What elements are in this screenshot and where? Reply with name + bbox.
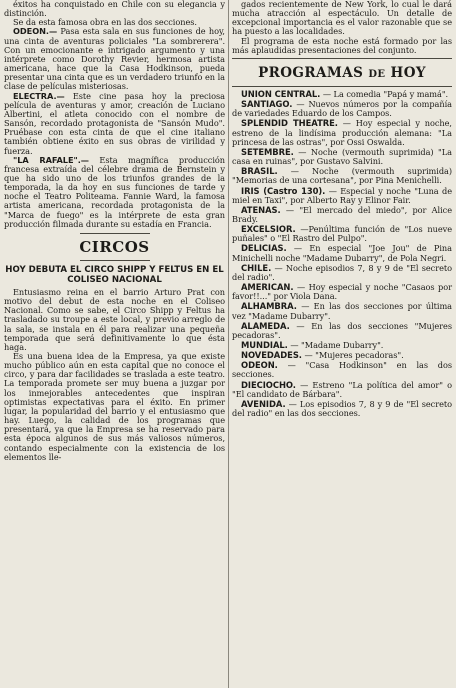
program-entry [232, 187, 452, 205]
program-details: — "Madame Dubarry". [287, 340, 384, 350]
program-venue: DIECIOCHO. [241, 379, 296, 390]
program-venue: AMERICAN. [241, 282, 294, 293]
program-venue: IRIS (Castro 130). [241, 185, 326, 196]
program-entry-text [232, 119, 452, 146]
program-entry [232, 381, 452, 399]
paragraph-text: éxitos ha conquistado en Chile con su elegancia y distinción. [4, 0, 225, 19]
program-entry [232, 341, 452, 350]
program-details: — Noche episodios 7, 8 y 9 de "El secreto del radio". [232, 262, 452, 282]
program-details: — En las dos secciones por última vez "Madame Dubarry". [232, 301, 452, 321]
right-column [232, 0, 452, 419]
article-paragraph [4, 352, 225, 462]
program-venue: BRASIL. [241, 166, 278, 177]
program-entry-text [232, 400, 452, 418]
program-entry-text [232, 90, 452, 99]
paragraph-lead: "LA RAFALE".— [13, 154, 89, 165]
program-details: — Hoy especial y noche "Casaos por favor!!..." por Viola Dana. [232, 282, 452, 302]
program-details: —Penúltima función de "Los nueve puñales" o "El Rastro del Pulpo". [232, 224, 452, 244]
program-entry-text [232, 264, 452, 282]
article-paragraph [4, 156, 225, 229]
section-divider [232, 58, 452, 59]
program-details: — Los episodios 7, 8 y 9 de "El secreto del radio" en las dos secciones. [232, 398, 452, 419]
program-details: — En especial "Joe Jou" de Pina Minichelli noche "Madame Dubarry", de Pola Negri. [232, 243, 452, 263]
program-details: — "Mujeres pecadoras". [301, 350, 404, 361]
paragraph-text: El programa de esta noche está formado por las más aplaudidas presentaciones del conjunto. [232, 35, 452, 55]
program-venue: ATENAS. [241, 204, 281, 215]
program-entry [232, 361, 452, 379]
programas-list [232, 90, 452, 418]
section-divider [232, 86, 452, 87]
program-details: — Estreno "La política del amor" o "El candidato de Bárbara". [232, 379, 452, 399]
paragraph-text: Se da esta famosa obra en las dos secciones. [13, 17, 197, 28]
program-entry [232, 322, 452, 340]
program-venue: EXCELSIOR. [241, 224, 296, 235]
program-entry [232, 244, 452, 262]
article-paragraph [232, 0, 452, 37]
programas-title-de: DE [368, 68, 386, 80]
program-entry [232, 206, 452, 224]
program-venue: ALAMEDA. [241, 320, 290, 331]
program-entry-text [232, 381, 452, 399]
paragraph-text: gados recientemente de New York, lo cual le dará mucha atracción al espectáculo. Un detalle de excepcional importancia es el valor razonable que se ha puesto a las localidades. [232, 0, 452, 37]
left-column [4, 0, 225, 462]
program-entry-text [232, 225, 452, 243]
program-venue: CHILE. [241, 262, 272, 273]
article-paragraph [4, 0, 225, 18]
circos-title: CIRCOS [79, 237, 150, 256]
paragraph-lead: ODEON.— [13, 26, 58, 37]
program-entry-text [232, 187, 452, 205]
program-entry-text [232, 361, 452, 379]
program-venue: AVENIDA. [241, 398, 286, 409]
program-venue: SANTIAGO. [241, 99, 293, 110]
program-entry [232, 400, 452, 418]
program-venue: SETEMBRE. [241, 146, 294, 157]
program-entry [232, 148, 452, 166]
program-venue: DELICIAS. [241, 243, 287, 254]
paragraph-text: Esta magnífica producción francesa extraída del célebre drama de Bernstein y que ha sido uno de los triunfos grandes de la temporada, la da hoy en sus funciones de tarde y noche el Teatro Politeama. Fannie Ward, la famosa artista americana, recordada protagonista de la "Marca de fuego" es la intérprete de esta gran producción filmada durante su estadía en Francia. [4, 154, 226, 229]
program-venue: MUNDIAL. [241, 340, 288, 350]
program-entry-text [232, 148, 452, 166]
program-venue: ALHAMBRA. [241, 301, 297, 312]
paragraph-text: Este cine pasa hoy la preciosa película de aventuras y amor, creación de Luciano Albertini, el atleta conocido con el nombre de Sansón, recordado protagonista de "Sansón Mudo". Pruébase con esta cinta de que el cine italiano también obtiene éxito en sus obras de virilidad y fuerza. [4, 90, 225, 156]
programas-title-word: PROGRAMAS [258, 64, 364, 81]
program-entry-text [232, 322, 452, 340]
right-top-paragraphs [232, 0, 452, 55]
program-venue: UNION CENTRAL. [241, 88, 321, 99]
circos-paragraphs [4, 288, 225, 462]
program-details: — "Casa Hodkinson" en las dos secciones. [232, 360, 452, 380]
program-entry [232, 283, 452, 301]
paragraph-text: Pasa esta sala en sus funciones de hoy, una cinta de aventuras policiales "La sombrerera". Con un emocionante e intrigado argumento y una intérprete como Dorothy Revier, hermosa artista americana, hace que la Casa Hodkinson, pueda presentar una cinta que es un verdadero triunfo en la clase de películas misteriosas. [4, 26, 225, 92]
program-entry-text [232, 283, 452, 301]
program-entry [232, 225, 452, 243]
program-entry-text [232, 206, 452, 224]
program-details: — Noche (vermouth suprimida) "Memorias de una cortesana", por Pina Menichelli. [232, 166, 452, 186]
program-venue: NOVEDADES. [241, 350, 302, 361]
program-entry-text [232, 167, 452, 185]
program-details: — Noche (vermouth suprimida) "La casa en ruinas", por Gustavo Salvini. [232, 146, 452, 167]
programas-title-hoy: HOY [390, 64, 426, 81]
article-paragraph [4, 92, 225, 156]
program-entry-text [232, 100, 452, 118]
article-paragraph [4, 27, 225, 91]
section-divider [80, 233, 150, 234]
program-entry [232, 302, 452, 320]
program-entry-text [232, 341, 452, 350]
article-paragraph [4, 288, 225, 352]
section-divider [80, 260, 150, 261]
paragraph-text: Es una buena idea de la Empresa, ya que existe mucho público aún en esta capital que no conoce el circo, y para dar facilidades se traslada a este teatro. La temporada promete ser muy buena a juzgar por los inmejorables antecedentes que inspiran optimistas expectativas para el éxito. En primer lugar, la popularidad del barrio y el entusiasmo que hay. Luego, la calidad de los programas que presentará, ya que la Empresa se ha reservado para esta época algunos de sus más valiosos números, contando especialmente con la existencia de los elementos lle- [4, 351, 225, 462]
program-entry-text [232, 244, 452, 262]
program-entry-text [232, 302, 452, 320]
paragraph-lead: ELECTRA.— [13, 90, 65, 101]
program-details: — "El mercado del miedo", por Alice Brady. [232, 204, 452, 224]
program-entry [232, 351, 452, 360]
program-details: — Nuevos números por la compañía de variedades Eduardo de los Campos. [232, 99, 452, 119]
column-separator [228, 0, 229, 688]
program-venue: SPLENDID THEATRE. [241, 118, 338, 129]
program-details: — Especial y noche "Luna de miel en Taxi", por Alberto Ray y Elinor Fair. [232, 185, 452, 205]
program-details: — Hoy especial y noche, estreno de la lindísima producción alemana: "La princesa de las ostras", por Ossi Oswalda. [232, 118, 452, 147]
circos-subhead: HOY DEBUTA EL CIRCO SHIPP Y FELTUS EN EL COLISEO NACIONAL [5, 264, 224, 285]
article-paragraph [232, 37, 452, 55]
left-top-paragraphs [4, 0, 225, 229]
program-details: — En las dos secciones "Mujeres pecadoras". [232, 320, 452, 340]
program-entry [232, 119, 452, 146]
paragraph-text: Entusiasmo reina en el barrio Arturo Prat con motivo del debut de esta noche en el Coliseo Nacional. Como se sabe, el Circo Shipp y Feltus ha trasladado su troupe a este local, y previo arreglo de la sala, se instala en él para realizar una pequeña temporada que será definitivamente lo que ésta haga. [4, 286, 225, 352]
program-entry [232, 90, 452, 99]
program-details: — La comedia "Papá y mamá". [320, 88, 449, 99]
program-entry [232, 264, 452, 282]
programas-title [232, 65, 452, 83]
program-entry-text [232, 351, 452, 360]
program-entry [232, 167, 452, 185]
program-entry [232, 100, 452, 118]
program-venue: ODEON. [241, 360, 278, 371]
